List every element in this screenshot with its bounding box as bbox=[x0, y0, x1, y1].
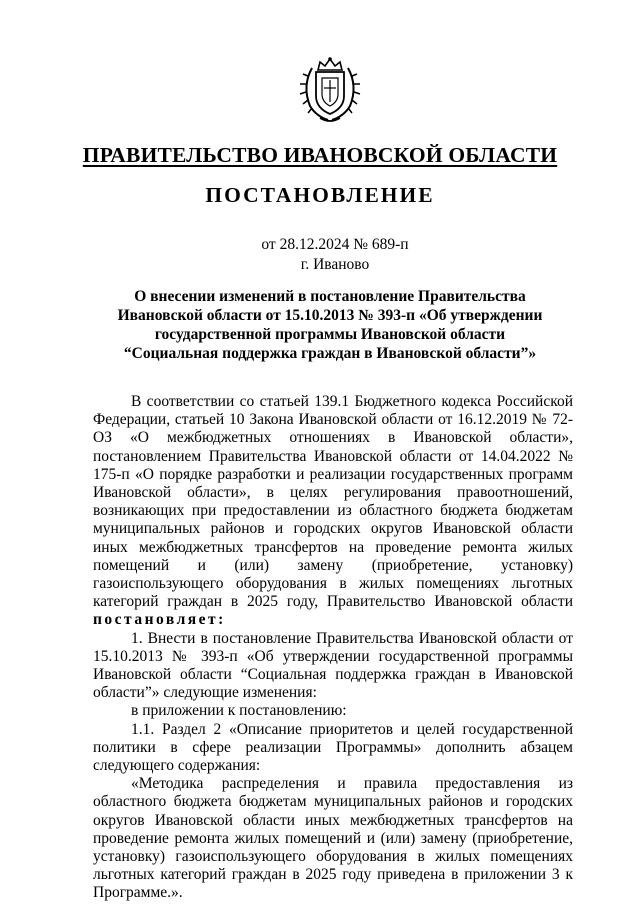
item-1-paragraph: 1. Внести в постановление Правительства Ивановской области от 15.10.2013 № 393-п «Об утверждении государственной программы Ивановской области “Социальная поддержка граждан в Ивановской области”» следующие изменения: bbox=[93, 629, 573, 702]
document-type: ПОСТАНОВЛЕНИЕ bbox=[205, 183, 435, 207]
government-name: ПРАВИТЕЛЬСТВО ИВАНОВСКОЙ ОБЛАСТИ bbox=[82, 143, 558, 167]
appendix-paragraph: в приложении к постановлению: bbox=[131, 702, 347, 720]
quoted-paragraph: «Методика распределения и правила предоставления из областного бюджета бюджетам муниципальных районов и городских округов Ивановской области иных межбюджетных трансфертов на проведение ремонта жилых помещений и (или) замену (приобретение, установку) газоиспользующего оборудования в жилых помещениях льготных категорий граждан в 2025 году приведена в приложении 3 к Программе.». bbox=[93, 775, 573, 902]
document-date-number: от 28.12.2024 № 689-п bbox=[261, 236, 409, 253]
document-city: г. Иваново bbox=[300, 256, 370, 273]
ivanovo-coat-of-arms-icon bbox=[298, 56, 362, 126]
document-body bbox=[93, 393, 573, 903]
item-1-1-paragraph: 1.1. Раздел 2 «Описание приоритетов и целей государственной политики в сфере реализации Программы» дополнить абзацем следующего содержания: bbox=[93, 720, 573, 775]
preamble-paragraph: В соответствии со статьей 139.1 Бюджетного кодекса Российской Федерации, статьей 10 Закона Ивановской области от 16.12.2019 № 72-ОЗ «О межбюджетных отношениях в Ивановской области», постановлением Правительства Ивановской области от 14.04.2022 № 175-п «О порядке разработки и реализации государственных программ Ивановской области», в целях регулирования правоотношений, возникающих при предоставлении из областного бюджета бюджетам муниципальных районов и городских округов Ивановской области иных межбюджетных трансфертов на проведение ремонта жилых помещений и (или) замену (приобретение, установку) газоиспользующего оборудования в жилых помещениях льготных категорий граждан в 2025 году, Правительство Ивановской области постановляет: bbox=[93, 393, 573, 629]
document-title: О внесении изменений в постановление Правительства Ивановской области от 15.10.2013 № 393-п «Об утверждении государственной программы Ивановской области “Социальная поддержка граждан в Ивановской области”» bbox=[117, 288, 543, 362]
decree-word: постановляет bbox=[93, 611, 219, 629]
